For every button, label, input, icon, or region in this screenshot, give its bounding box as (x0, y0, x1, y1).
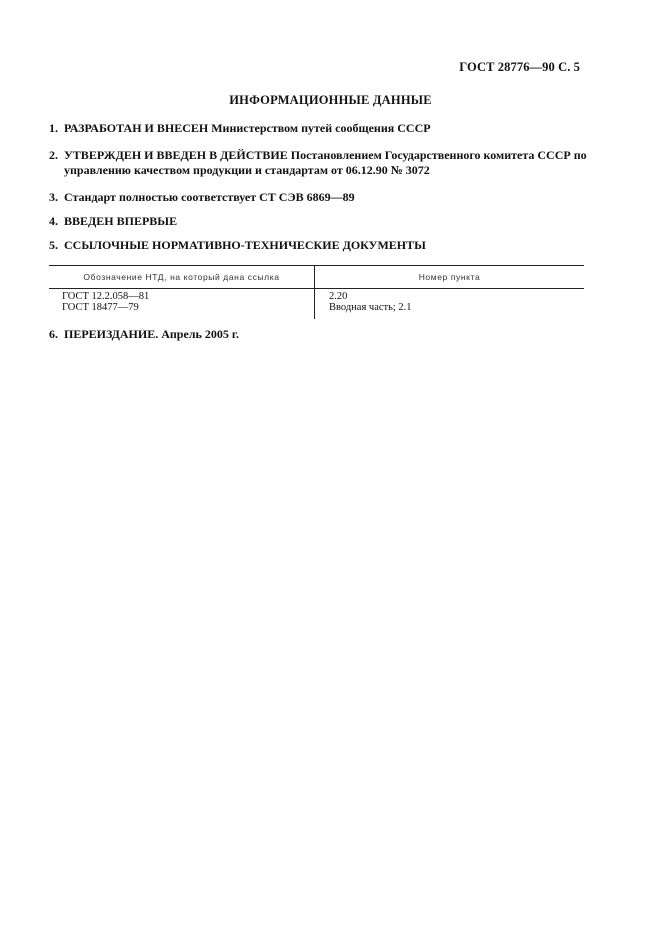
info-item-reissue (49, 327, 589, 342)
item-number: 6. (49, 327, 58, 341)
info-item-developed (49, 121, 589, 136)
document-title: ИНФОРМАЦИОННЫЕ ДАННЫЕ (229, 93, 432, 107)
table-cell-clause: 2.20 (329, 291, 348, 302)
clause-column (314, 289, 584, 319)
item-text: ПЕРЕИЗДАНИЕ. Апрель 2005 г. (64, 327, 239, 341)
item-text: ССЫЛОЧНЫЕ НОРМАТИВНО-ТЕХНИЧЕСКИЕ ДОКУМЕНТЫ (64, 238, 426, 252)
item-number: 2. (49, 148, 58, 162)
table-body (49, 289, 584, 319)
item-text: РАЗРАБОТАН И ВНЕСЕН Министерством путей сообщения СССР (64, 121, 431, 135)
item-text: ВВЕДЕН ВПЕРВЫЕ (64, 214, 178, 228)
info-item-approved (49, 148, 589, 178)
item-text-line-1: УТВЕРЖДЕН И ВВЕДЕН В ДЕЙСТВИЕ Постановлением Государственного комитета СССР по (64, 148, 587, 162)
info-item-conformity (49, 190, 589, 205)
info-item-introduced (49, 214, 589, 229)
column-header-document: Обозначение НТД, на который дана ссылка (83, 272, 280, 282)
page-header-doc-ref: ГОСТ 28776—90 С. 5 (459, 60, 580, 74)
table-header-row (49, 266, 584, 289)
item-text: Стандарт полностью соответствует СТ СЭВ 6869—89 (64, 190, 355, 204)
table-cell-document: ГОСТ 18477—79 (62, 302, 139, 313)
item-number: 3. (49, 190, 58, 204)
column-header-clause: Номер пункта (314, 266, 584, 288)
table-cell-clause: Вводная часть; 2.1 (329, 302, 412, 313)
references-table (49, 265, 584, 319)
info-item-references (49, 238, 589, 253)
item-number: 4. (49, 214, 58, 228)
item-number: 5. (49, 238, 58, 252)
item-number: 1. (49, 121, 58, 135)
document-column (49, 289, 314, 319)
table-cell-document: ГОСТ 12.2.058—81 (62, 291, 150, 302)
item-text-line-2: управлению качеством продукции и стандартам от 06.12.90 № 3072 (64, 163, 430, 177)
